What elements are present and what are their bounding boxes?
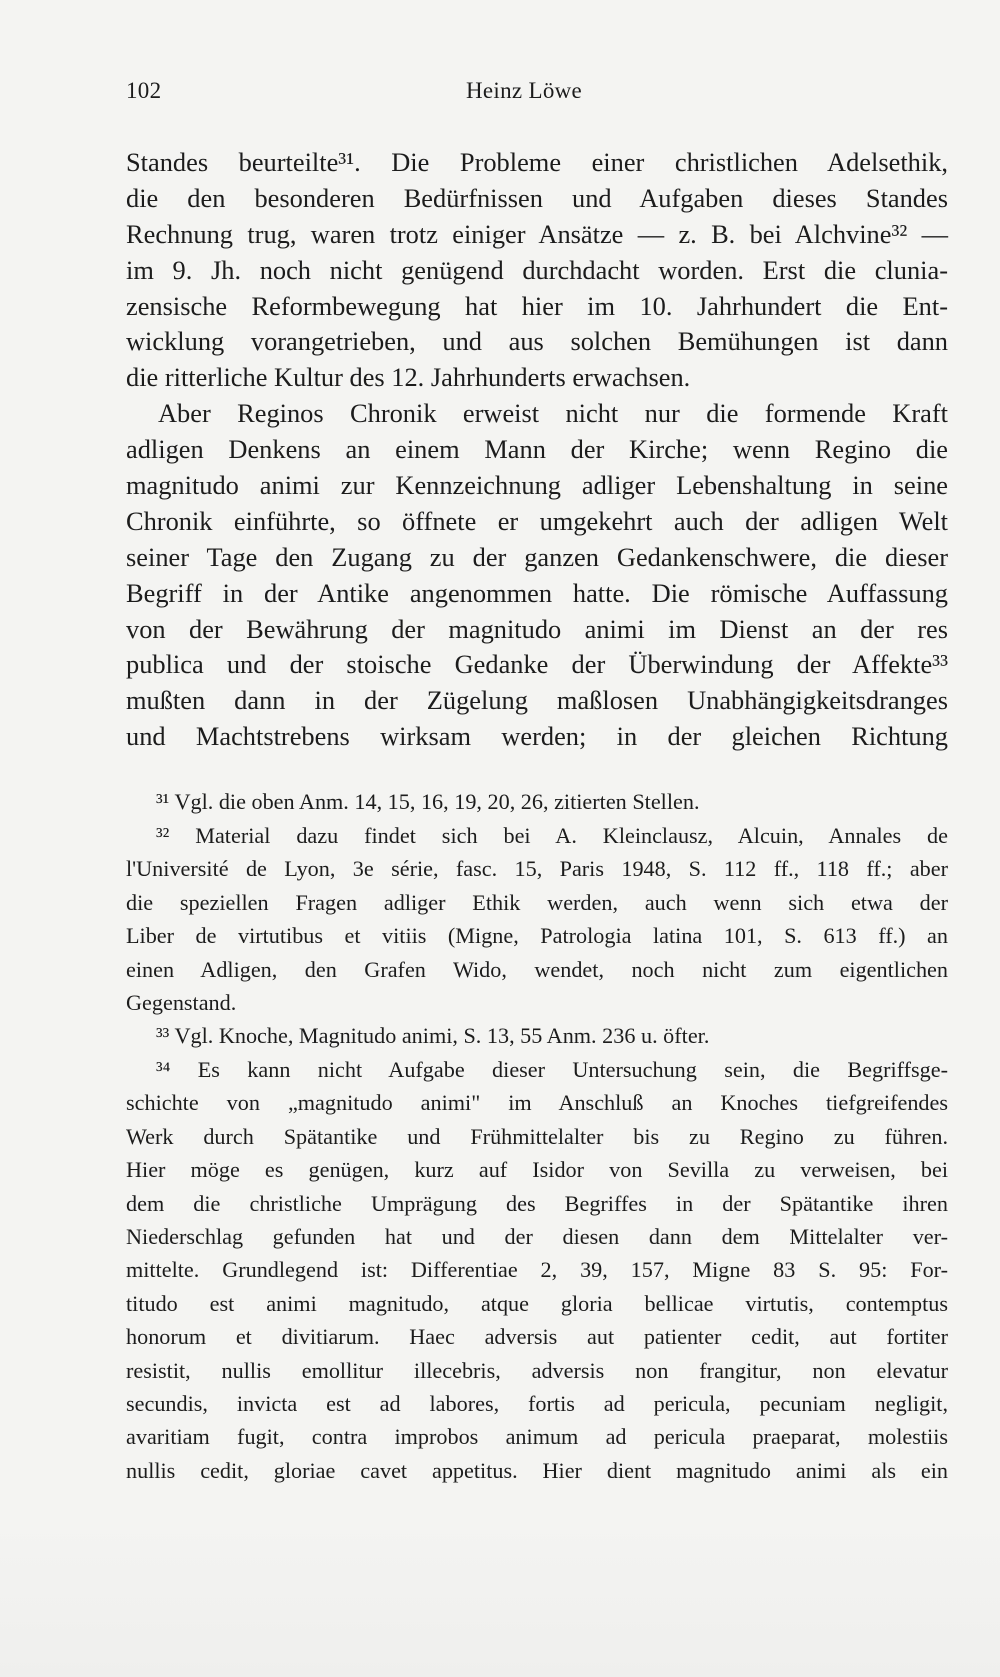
running-head: Heinz Löwe [466, 78, 583, 103]
footnote-line: Werk durch Spätantike und Frühmittelalter bis zu Regino zu führen. [126, 1123, 948, 1149]
text-line: Aber Reginos Chronik erweist nicht nur die formende Kraft [158, 398, 948, 429]
text-line: im 9. Jh. noch nicht genügend durchdacht worden. Erst die clunia- [126, 254, 948, 285]
page-number: 102 [126, 78, 162, 103]
footnote-line: resistit, nullis emollitur illecebris, adversis non frangitur, non elevatur [126, 1357, 948, 1383]
footnote-line: ³² Material dazu findet sich bei A. Kleinclausz, Alcuin, Annales de [156, 823, 948, 848]
footnote-line: honorum et divitiarum. Haec adversis aut patienter cedit, aut fortiter [126, 1324, 948, 1350]
text-line: wicklung vorangetrieben, und aus solchen Bemühungen ist dann [126, 326, 948, 357]
text-line: adligen Denkens an einem Mann der Kirche; wenn Regino die [126, 434, 948, 465]
footnote-line: avaritiam fugit, contra improbos animum ad pericula praeparat, molestiis [126, 1424, 948, 1450]
text-line: seiner Tage den Zugang zu der ganzen Gedankenschwere, die dieser [126, 541, 948, 572]
text-line: Begriff in der Antike angenommen hatte. Die römische Auffassung [126, 577, 948, 608]
footnote-33 [126, 1019, 948, 1052]
text-line: mußten dann in der Zügelung maßlosen Unabhängigkeitsdranges [126, 685, 948, 716]
footnote-line: dem die christliche Umprägung des Begriffes in der Spätantike ihren [126, 1190, 948, 1216]
footnote-line: Gegenstand. [126, 989, 237, 1015]
text-line: zensische Reformbewegung hat hier im 10. Jahrhundert die Ent- [126, 290, 948, 321]
footnote-31 [126, 785, 948, 818]
page-header [126, 78, 946, 108]
text-line: publica und der stoische Gedanke der Überwindung der Affekte³³ [126, 649, 948, 680]
text-line: Chronik einführte, so öffnete er umgekehrt auch der adligen Welt [126, 505, 948, 536]
footnote-32 [126, 819, 948, 1019]
footnote-line: einen Adligen, den Grafen Wido, wendet, noch nicht zum eigentlichen [126, 956, 948, 982]
footnote-34 [126, 1053, 948, 1487]
footnote-line: Niederschlag gefunden hat und der diesen dann dem Mittelalter ver- [126, 1223, 948, 1249]
text-line: die ritterliche Kultur des 12. Jahrhunderts erwachsen. [126, 362, 691, 393]
footnote-line: secundis, invicta est ad labores, fortis ad pericula, pecuniam negligit, [126, 1390, 948, 1416]
footnote-line: titudo est animi magnitudo, atque gloria bellicae virtutis, contemptus [126, 1290, 948, 1316]
footnote-line: ³⁴ Es kann nicht Aufgabe dieser Untersuchung sein, die Begriffsge- [156, 1057, 948, 1082]
footnote-line: ³¹ Vgl. die oben Anm. 14, 15, 16, 19, 20, 26, zitierten Stellen. [156, 789, 700, 814]
text-line: von der Bewährung der magnitudo animi im Dienst an der res [126, 613, 948, 644]
main-text [126, 145, 948, 755]
paragraph-1 [126, 145, 948, 396]
footnote-line: Liber de virtutibus et vitiis (Migne, Patrologia latina 101, S. 613 ff.) an [126, 923, 948, 949]
footnote-line: die speziellen Fragen adliger Ethik werden, auch wenn sich etwa der [126, 889, 948, 915]
text-line: die den besonderen Bedürfnissen und Aufgaben dieses Standes [126, 182, 948, 213]
text-line: magnitudo animi zur Kennzeichnung adliger Lebenshaltung in seine [126, 470, 948, 501]
text-line: und Machtstrebens wirksam werden; in der gleichen Richtung [126, 721, 948, 752]
footnote-line: schichte von „magnitudo animi" im Anschluß an Knoches tiefgreifendes [126, 1090, 948, 1116]
footnote-line: Hier möge es genügen, kurz auf Isidor von Sevilla zu verweisen, bei [126, 1157, 948, 1183]
footnote-line: mittelte. Grundlegend ist: Differentiae 2, 39, 157, Migne 83 S. 95: For- [126, 1257, 948, 1283]
footnote-line: l'Université de Lyon, 3e série, fasc. 15, Paris 1948, S. 112 ff., 118 ff.; aber [126, 856, 948, 882]
text-line: Standes beurteilte³¹. Die Probleme einer christlichen Adelsethik, [126, 147, 948, 177]
footnote-line: ³³ Vgl. Knoche, Magnitudo animi, S. 13, 55 Anm. 236 u. öfter. [156, 1023, 710, 1048]
page-bottom-margin [0, 1517, 1000, 1677]
footnote-line: nullis cedit, gloriae cavet appetitus. Hier dient magnitudo animi als ein [126, 1457, 948, 1483]
paragraph-2 [126, 396, 948, 755]
text-line: Rechnung trug, waren trotz einiger Ansätze — z. B. bei Alchvine³² — [126, 218, 948, 249]
